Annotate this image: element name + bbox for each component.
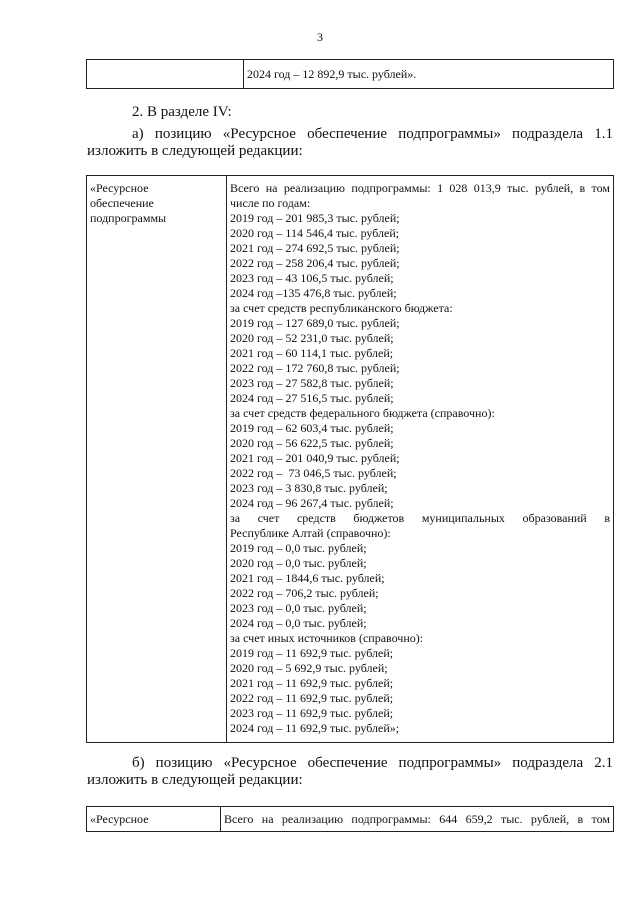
value-line: 2021 год – 1844,6 тыс. рублей; xyxy=(230,571,385,585)
label-line: подпрограммы xyxy=(90,211,167,225)
value-line: Республике Алтай (справочно): xyxy=(230,526,391,540)
value-line: 2024 год – 0,0 тыс. рублей; xyxy=(230,616,367,630)
value-line: 2024 год – 11 692,9 тыс. рублей»; xyxy=(230,721,400,735)
value-line: 2023 год – 0,0 тыс. рублей; xyxy=(230,601,367,615)
value-line: 2024 год – 27 516,5 тыс. рублей; xyxy=(230,391,394,405)
table-row xyxy=(87,807,614,832)
value-line: за счет средств республиканского бюджета: xyxy=(230,301,453,315)
paragraph-a-line1: а) позицию «Ресурсное обеспечение подпрограммы» подраздела 1.1 xyxy=(132,126,613,142)
value-line: 2023 год – 3 830,8 тыс. рублей; xyxy=(230,481,388,495)
value-line: 2021 год – 201 040,9 тыс. рублей; xyxy=(230,451,400,465)
paragraph-a-line2: изложить в следующей редакции: xyxy=(87,143,303,159)
value-line: 2019 год – 0,0 тыс. рублей; xyxy=(230,541,367,555)
value-line: 2023 год – 43 106,5 тыс. рублей; xyxy=(230,271,394,285)
table-row xyxy=(87,60,614,89)
label-line: обеспечение xyxy=(90,196,154,210)
value-line: 2021 год – 60 114,1 тыс. рублей; xyxy=(230,346,394,360)
value-line: Всего на реализацию подпрограммы: 1 028 013,9 тыс. рублей, в том xyxy=(230,181,610,195)
value-line: 2021 год – 11 692,9 тыс. рублей; xyxy=(230,676,394,690)
value-line: 2022 год – 172 760,8 тыс. рублей; xyxy=(230,361,400,375)
value-line: 2021 год – 274 692,5 тыс. рублей; xyxy=(230,241,400,255)
paragraph-b-line1: б) позицию «Ресурсное обеспечение подпрограммы» подраздела 2.1 xyxy=(132,755,613,771)
table-row xyxy=(87,176,614,743)
value-line: за счет средств бюджетов муниципальных образований в xyxy=(230,511,610,525)
value-line: за счет средств федерального бюджета (справочно): xyxy=(230,406,495,420)
value-line: 2022 год – 706,2 тыс. рублей; xyxy=(230,586,379,600)
table-cell-right: 2024 год – 12 892,9 тыс. рублей». xyxy=(244,60,614,89)
table-cell-right: Всего на реализацию подпрограммы: 644 659,2 тыс. рублей, в том xyxy=(221,807,614,832)
value-line: 2020 год – 52 231,0 тыс. рублей; xyxy=(230,331,394,345)
value-line: 2022 год – 258 206,4 тыс. рублей; xyxy=(230,256,400,270)
value-line: 2022 год – 11 692,9 тыс. рублей; xyxy=(230,691,394,705)
value-line: 2020 год – 5 692,9 тыс. рублей; xyxy=(230,661,388,675)
paragraph-b-line2: изложить в следующей редакции: xyxy=(87,772,303,788)
value-line: 2019 год – 11 692,9 тыс. рублей; xyxy=(230,646,394,660)
value-line: 2019 год – 62 603,4 тыс. рублей; xyxy=(230,421,394,435)
value-line: 2024 год – 96 267,4 тыс. рублей; xyxy=(230,496,394,510)
value-line: 2023 год – 11 692,9 тыс. рублей; xyxy=(230,706,394,720)
value-line: числе по годам: xyxy=(230,196,311,210)
value-line: за счет иных источников (справочно): xyxy=(230,631,424,645)
value-line: 2020 год – 114 546,4 тыс. рублей; xyxy=(230,226,400,240)
resource-label-cell xyxy=(87,176,227,743)
value-line: 2020 год – 56 622,5 тыс. рублей; xyxy=(230,436,394,450)
value-line: 2019 год – 127 689,0 тыс. рублей; xyxy=(230,316,400,330)
value-line: 2019 год – 201 985,3 тыс. рублей; xyxy=(230,211,400,225)
bottom-table-fragment xyxy=(86,806,614,832)
value-line: 2022 год – 73 046,5 тыс. рублей; xyxy=(230,466,397,480)
value-line: 2023 год – 27 582,8 тыс. рублей; xyxy=(230,376,394,390)
value-line: 2024 год –135 476,8 тыс. рублей; xyxy=(230,286,397,300)
value-line: 2020 год – 0,0 тыс. рублей; xyxy=(230,556,367,570)
top-table-fragment xyxy=(86,59,614,89)
resource-table xyxy=(86,175,614,743)
section-heading: 2. В разделе IV: xyxy=(132,104,232,120)
label-line: «Ресурсное xyxy=(90,181,149,195)
table-cell-left xyxy=(87,60,244,89)
table-cell-left: «Ресурсное xyxy=(87,807,221,832)
page-number: 3 xyxy=(317,30,323,44)
resource-value-cell xyxy=(227,176,614,743)
